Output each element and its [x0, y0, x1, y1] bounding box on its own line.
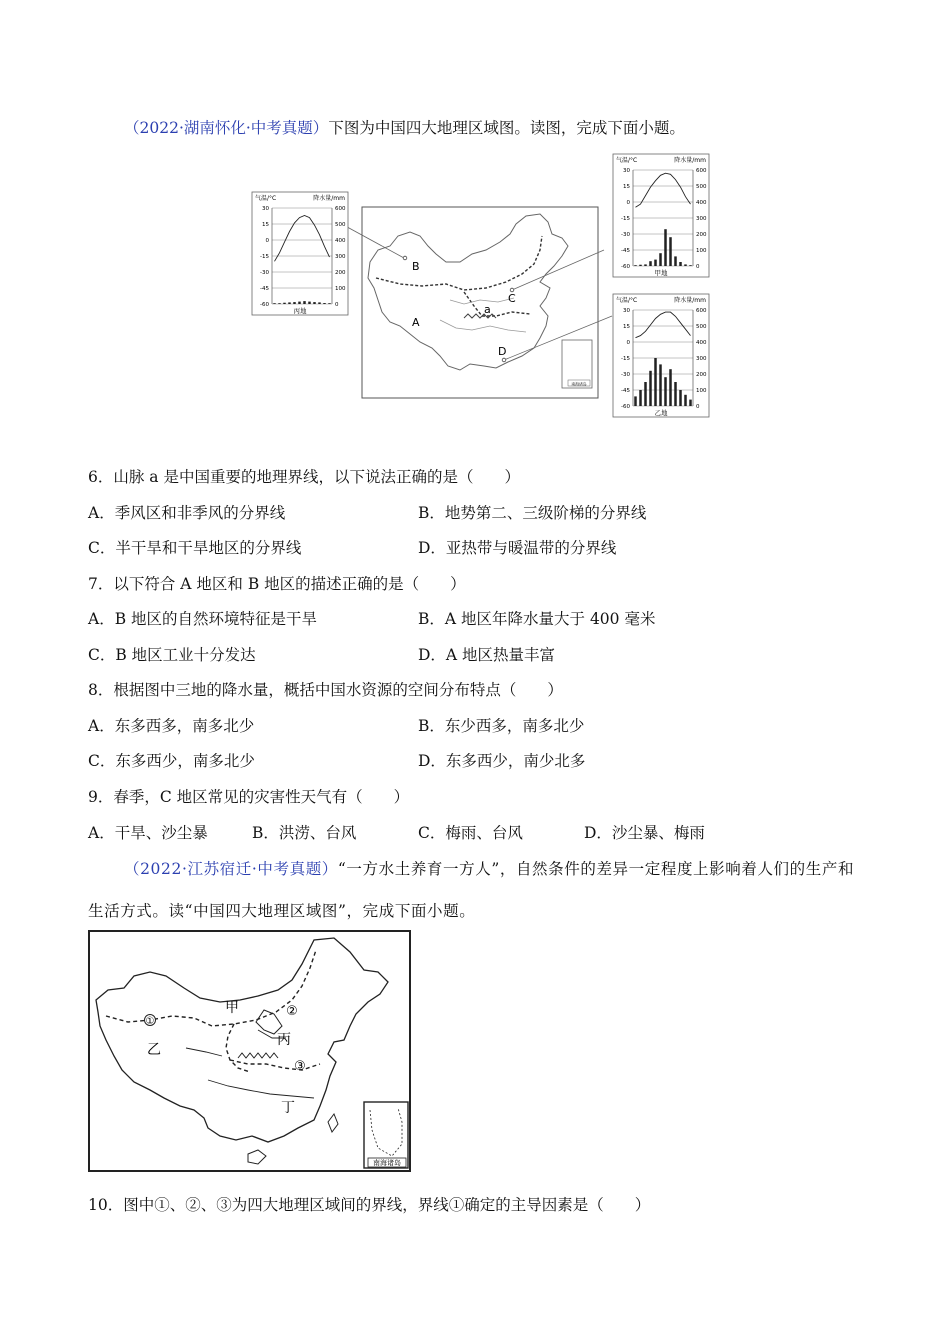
map-label-a: a: [484, 303, 491, 316]
bing-precip-bar: [288, 302, 291, 304]
yi-temp-tick: -30: [621, 372, 630, 378]
region-label-bing: 丙: [277, 1032, 291, 1048]
jia-temp-tick: -30: [621, 232, 630, 238]
question-6-option-c[interactable]: C．半干旱和干旱地区的分界线: [88, 539, 302, 557]
jia-precip-bar: [659, 253, 662, 266]
yi-precip-bar: [684, 395, 687, 406]
bing-temp-title: 气温/°C: [255, 195, 277, 202]
question-9-option-b[interactable]: B．洪涝、台风: [252, 824, 357, 842]
jia-temp-tick: 0: [626, 200, 630, 206]
question-6-option-a[interactable]: A．季风区和非季风的分界线: [88, 504, 286, 522]
bing-temp-tick: 0: [265, 238, 269, 244]
yi-precip-bar: [674, 382, 677, 406]
bing-precip-tick: 600: [335, 206, 346, 212]
bing-precip-tick: 0: [335, 302, 339, 308]
question-8-option-a[interactable]: A．东多西多，南多北少: [88, 717, 255, 735]
jia-precip-bar: [674, 256, 677, 266]
question-7-option-b[interactable]: B．A 地区年降水量大于 400 毫米: [418, 610, 656, 628]
yi-precip-tick: 400: [696, 340, 707, 346]
yi-temp-title: 气温/°C: [616, 297, 638, 304]
bing-precip-bar: [318, 302, 321, 304]
boundary-label-3: ③: [294, 1059, 306, 1074]
jia-precip-bar: [679, 262, 682, 266]
jia-precip-bar: [654, 260, 657, 266]
question-8-stem: 8．根据图中三地的降水量，概括中国水资源的空间分布特点（ ）: [88, 681, 563, 699]
intro-line-1: [124, 118, 685, 138]
bing-precip-tick: 400: [335, 238, 346, 244]
bing-temp-tick: -15: [260, 254, 269, 260]
yi-precip-tick: 600: [696, 308, 707, 314]
map-inset-label-1: 南海诸岛: [571, 381, 587, 387]
source-tag-1: （2022·湖南怀化·中考真题）: [124, 119, 329, 137]
question-10-stem: 10．图中①、②、③为四大地理区域间的界线，界线①确定的主导因素是（ ）: [88, 1196, 651, 1214]
bing-precip-title: 降水量/mm: [313, 195, 345, 202]
bing-chart-name: 丙地: [293, 307, 307, 315]
jia-precip-tick: 100: [696, 248, 707, 254]
jia-temp-title: 气温/°C: [616, 157, 638, 164]
jia-precip-bar: [669, 237, 672, 266]
bing-precip-tick: 300: [335, 254, 346, 260]
jia-chart-name: 甲地: [654, 269, 668, 277]
yi-precip-bar: [659, 364, 662, 406]
jia-precip-title: 降水量/mm: [674, 157, 706, 164]
yi-temp-tick: 30: [623, 308, 630, 314]
bing-temp-tick: -45: [260, 286, 269, 292]
jia-precip-bar: [634, 265, 637, 266]
jia-precip-bar: [689, 265, 692, 266]
point-yi: [502, 358, 506, 362]
question-8-option-b[interactable]: B．东少西多，南多北少: [418, 717, 585, 735]
figure-1: [250, 150, 715, 432]
question-6-option-b[interactable]: B．地势第二、三级阶梯的分界线: [418, 504, 647, 522]
yi-precip-bar: [654, 358, 657, 406]
source-tag-2: （2022·江苏宿迁·中考真题）: [124, 860, 338, 878]
question-9-option-d[interactable]: D．沙尘暴、梅雨: [584, 824, 705, 842]
yi-precip-bar: [649, 371, 652, 406]
question-7-option-a[interactable]: A．B 地区的自然环境特征是干旱: [88, 610, 318, 628]
bing-precip-tick: 500: [335, 222, 346, 228]
yi-precip-bar: [679, 390, 682, 406]
bing-precip-bar: [303, 301, 306, 304]
bing-precip-bar: [313, 302, 316, 304]
bing-precip-bar: [298, 302, 301, 304]
jia-precip-bar: [664, 229, 667, 266]
yi-precip-tick: 0: [696, 404, 700, 410]
yi-temp-tick: -60: [621, 404, 630, 410]
bing-precip-bar: [283, 303, 286, 304]
question-7-option-d[interactable]: D．A 地区热量丰富: [418, 646, 556, 664]
jia-temp-tick: 15: [623, 184, 630, 190]
yi-precip-title: 降水量/mm: [674, 297, 706, 304]
yi-precip-bar: [634, 396, 637, 406]
question-7-option-c[interactable]: C．B 地区工业十分发达: [88, 646, 256, 664]
bing-precip-bar: [323, 303, 326, 304]
jia-precip-bar: [684, 264, 687, 266]
question-8-option-c[interactable]: C．东多西少，南多北少: [88, 752, 255, 770]
jia-precip-tick: 400: [696, 200, 707, 206]
bing-precip-bar: [278, 303, 281, 304]
jia-precip-bar: [644, 264, 647, 266]
question-6-stem: 6．山脉 a 是中国重要的地理界线，以下说法正确的是（ ）: [88, 468, 520, 486]
jia-precip-tick: 0: [696, 264, 700, 270]
yi-precip-bar: [639, 390, 642, 406]
jia-precip-tick: 500: [696, 184, 707, 190]
intro-text-2: “一方水土养育一方人”，自然条件的差异一定程度上影响着人们的生产和生活方式。读“中国四大地理区域图”，完成下面小题。: [88, 860, 855, 920]
jia-precip-bar: [649, 261, 652, 266]
question-6-option-d[interactable]: D．亚热带与暖温带的分界线: [418, 539, 617, 557]
jia-precip-tick: 200: [696, 232, 707, 238]
climate-chart-yi: [613, 294, 709, 417]
jia-temp-tick: -15: [621, 216, 630, 222]
yi-precip-tick: 300: [696, 356, 707, 362]
bing-temp-tick: -30: [260, 270, 269, 276]
jia-temp-tick: -45: [621, 248, 630, 254]
yi-temp-tick: -45: [621, 388, 630, 394]
jia-temp-tick: -60: [621, 264, 630, 270]
bing-precip-bar: [293, 302, 296, 304]
point-bing: [403, 256, 407, 260]
jia-precip-tick: 300: [696, 216, 707, 222]
bing-temp-tick: 30: [262, 206, 269, 212]
bing-precip-tick: 100: [335, 286, 346, 292]
yi-precip-bar: [689, 400, 692, 406]
yi-precip-bar: [664, 377, 667, 406]
question-9-option-c[interactable]: C．梅雨、台风: [418, 824, 523, 842]
yi-chart-name: 乙地: [654, 409, 668, 417]
yi-temp-tick: 0: [626, 340, 630, 346]
map-label-D: D: [498, 345, 507, 358]
yi-temp-tick: 15: [623, 324, 630, 330]
yi-precip-tick: 200: [696, 372, 707, 378]
point-jia: [510, 288, 514, 292]
yi-temp-tick: -15: [621, 356, 630, 362]
bing-precip-tick: 200: [335, 270, 346, 276]
boundary-label-1: ①: [145, 1016, 155, 1027]
yi-precip-tick: 100: [696, 388, 707, 394]
bing-temp-tick: 15: [262, 222, 269, 228]
jia-precip-bar: [639, 265, 642, 266]
region-label-yi: 乙: [147, 1042, 161, 1058]
question-9-option-a[interactable]: A．干旱、沙尘暴: [88, 824, 208, 842]
jia-temp-tick: 30: [623, 168, 630, 174]
bing-precip-bar: [308, 302, 311, 304]
question-9-stem: 9．春季，C 地区常见的灾害性天气有（ ）: [88, 788, 410, 806]
intro-text-1: 下图为中国四大地理区域图。读图，完成下面小题。: [328, 119, 685, 137]
map-inset-label-2: 南海诸岛: [373, 1159, 401, 1167]
figure-2: [88, 930, 412, 1173]
bing-temp-tick: -60: [260, 302, 269, 308]
map-label-A: A: [412, 316, 420, 329]
map-label-C: C: [508, 292, 516, 305]
bing-precip-bar: [273, 303, 276, 304]
region-label-jia: 甲: [225, 1000, 239, 1016]
question-7-stem: 7．以下符合 A 地区和 B 地区的描述正确的是（ ）: [88, 575, 466, 593]
climate-chart-jia: [613, 154, 709, 277]
boundary-label-2: ②: [286, 1004, 298, 1019]
yi-precip-bar: [644, 382, 647, 406]
question-8-option-d[interactable]: D．东多西少，南少北多: [418, 752, 586, 770]
intro-block-2: [88, 848, 863, 932]
yi-precip-bar: [669, 369, 672, 406]
jia-precip-tick: 600: [696, 168, 707, 174]
bing-precip-bar: [328, 303, 331, 304]
region-label-ding: 丁: [281, 1100, 295, 1116]
yi-precip-tick: 500: [696, 324, 707, 330]
climate-chart-bing: [252, 192, 348, 315]
map-label-B: B: [412, 260, 420, 273]
